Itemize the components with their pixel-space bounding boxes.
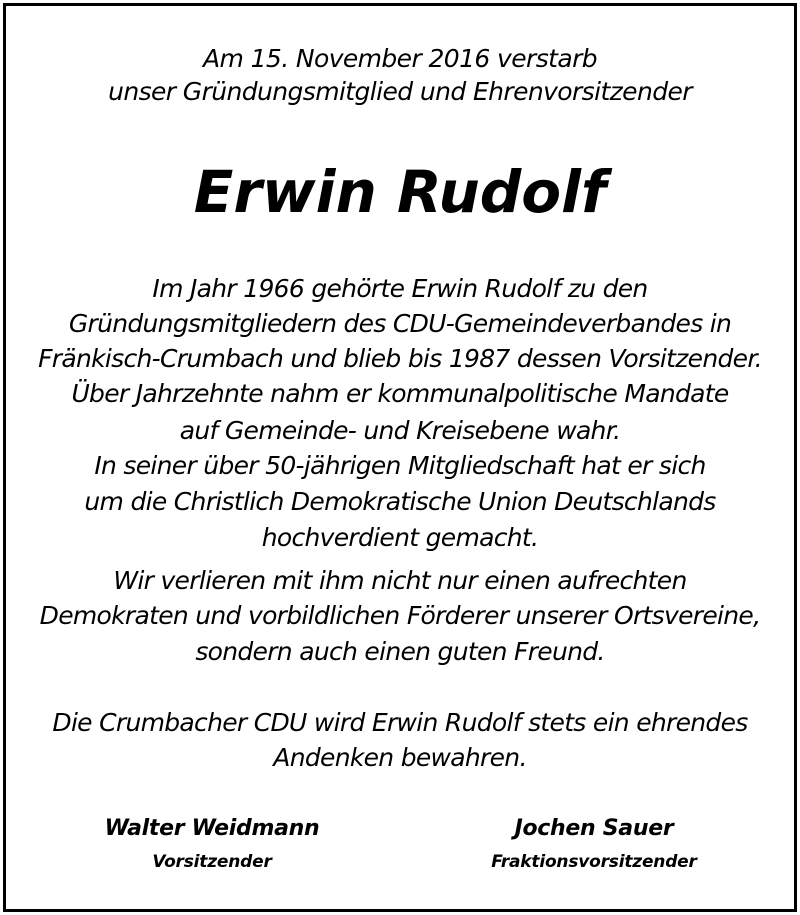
deceased-name: Erwin Rudolf [193,158,607,226]
body-line-9: Wir verlieren mit ihm nicht nur einen aufrechten [113,566,687,595]
closing-line-1: Die Crumbacher CDU wird Erwin Rudolf stets ein ehrendes [52,708,748,737]
body-line-5: auf Gemeinde- und Kreisebene wahr. [179,416,621,445]
signature-title-2: Fraktionsvorsitzender [491,852,697,872]
signature-title-1: Vorsitzender [152,852,272,872]
body-line-6: In seiner über 50-jährigen Mitgliedschaft hat er sich [94,451,706,480]
intro-line-1: Am 15. November 2016 verstarb [202,44,598,73]
body-line-1: Im Jahr 1966 gehörte Erwin Rudolf zu den [152,274,648,303]
body-line-3: Fränkisch-Crumbach und blieb bis 1987 dessen Vorsitzender. [38,344,762,373]
closing-line-2: Andenken bewahren. [273,743,527,772]
body-line-10: Demokraten und vorbildlichen Förderer unserer Ortsvereine, [39,601,761,630]
intro-line-2: unser Gründungsmitglied und Ehrenvorsitzender [108,77,692,106]
body-line-8: hochverdient gemacht. [261,523,539,552]
signature-name-1: Walter Weidmann [104,816,320,841]
body-line-4: Über Jahrzehnte nahm er kommunalpolitische Mandate [71,379,729,408]
body-line-2: Gründungsmitgliedern des CDU-Gemeindeverbandes in [68,309,732,338]
signature-name-2: Jochen Sauer [514,816,674,841]
body-line-11: sondern auch einen guten Freund. [195,637,605,666]
body-line-7: um die Christlich Demokratische Union Deutschlands [84,487,716,516]
